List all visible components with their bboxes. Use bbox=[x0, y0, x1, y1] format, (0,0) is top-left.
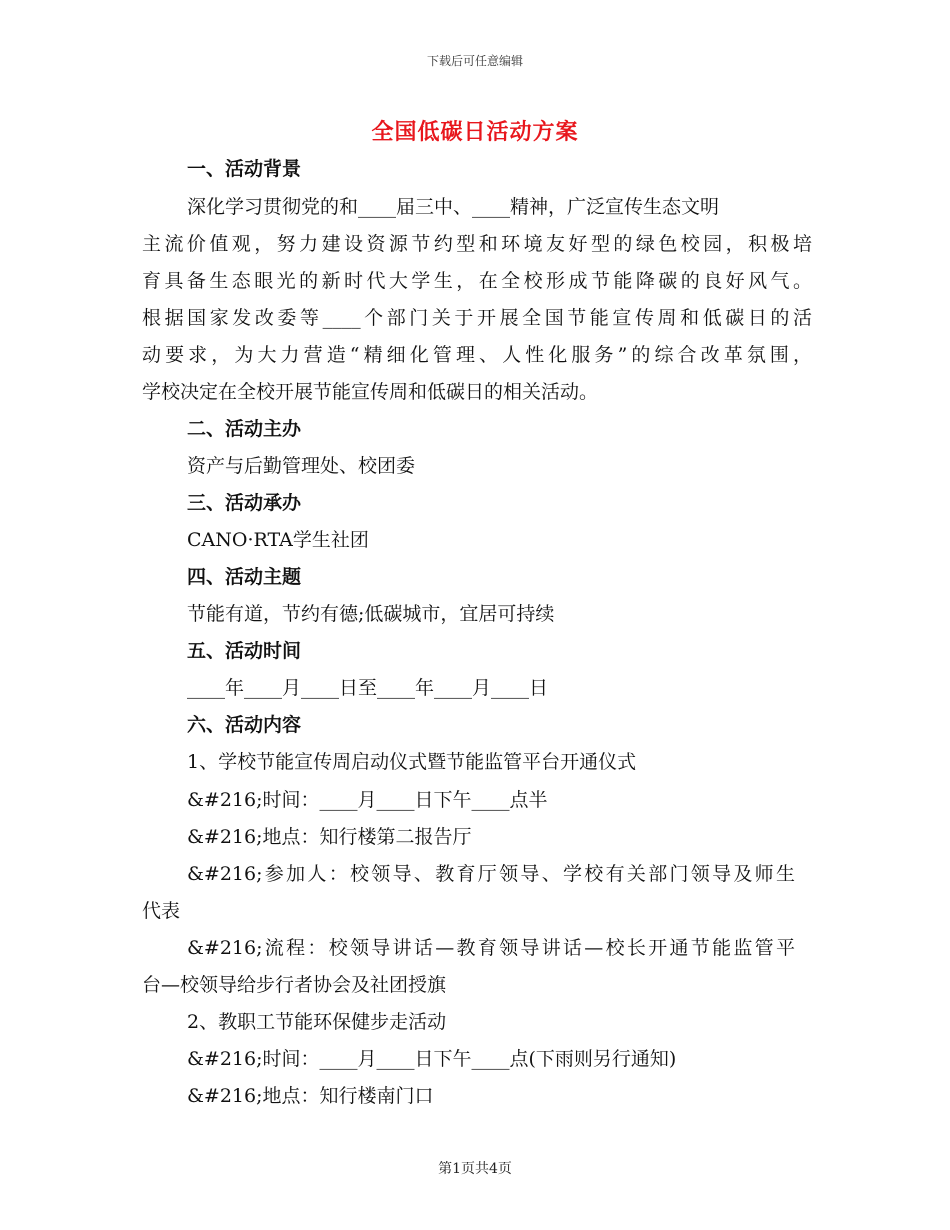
list-item-detail: 代表 bbox=[142, 900, 181, 922]
list-item-detail: &#216;时间：____月____日下午____点半 bbox=[187, 789, 548, 811]
paragraph-line: 学校决定在全校开展节能宣传周和低碳日的相关活动。 bbox=[142, 381, 599, 403]
paragraph-line: 深化学习贯彻党的和____届三中、____精神，广泛宣传生态文明 bbox=[187, 196, 720, 218]
list-item-title: 2、教职工节能环保健步走活动 bbox=[187, 1011, 447, 1033]
section-text-host: 资产与后勤管理处、校团委 bbox=[187, 455, 416, 477]
section-heading-theme: 四、活动主题 bbox=[187, 566, 302, 588]
paragraph-line: 育具备生态眼光的新时代大学生，在全校形成节能降碳的良好风气。 bbox=[142, 270, 812, 292]
paragraph-line: 动要求，为大力营造“精细化管理、人性化服务”的综合改革氛围， bbox=[142, 344, 812, 366]
section-heading-background: 一、活动背景 bbox=[187, 158, 302, 180]
header-note: 下载后可任意编辑 bbox=[426, 54, 523, 68]
paragraph-line: 根据国家发改委等____个部门关于开展全国节能宣传周和低碳日的活 bbox=[142, 307, 812, 329]
list-item-detail: &#216;地点：知行楼第二报告厅 bbox=[187, 826, 472, 848]
section-text-theme: 节能有道，节约有德;低碳城市，宜居可持续 bbox=[187, 603, 555, 625]
paragraph-line: 主流价值观，努力建设资源节约型和环境友好型的绿色校园，积极培 bbox=[142, 233, 812, 255]
list-item-detail: &#216;参加人：校领导、教育厅领导、学校有关部门领导及师生 bbox=[187, 863, 795, 885]
section-heading-host: 二、活动主办 bbox=[187, 418, 302, 440]
list-item-detail: 台—校领导给步行者协会及社团授旗 bbox=[142, 974, 447, 996]
list-item-detail: &#216;地点：知行楼南门口 bbox=[187, 1085, 434, 1107]
section-heading-organizer: 三、活动承办 bbox=[187, 492, 302, 514]
document-title: 全国低碳日活动方案 bbox=[371, 120, 579, 145]
list-item-detail: &#216;流程：校领导讲话—教育领导讲话—校长开通节能监管平 bbox=[187, 937, 795, 959]
section-text-organizer: CANO·RTA学生社团 bbox=[187, 529, 369, 551]
page-footer: 第1页共4页 bbox=[438, 1161, 512, 1177]
list-item-detail: &#216;时间：____月____日下午____点(下雨则另行通知) bbox=[187, 1048, 677, 1070]
section-text-time: ____年____月____日至____年____月____日 bbox=[187, 677, 549, 699]
section-heading-time: 五、活动时间 bbox=[187, 640, 302, 662]
section-heading-content: 六、活动内容 bbox=[187, 714, 302, 736]
list-item-title: 1、学校节能宣传周启动仪式暨节能监管平台开通仪式 bbox=[187, 751, 637, 773]
